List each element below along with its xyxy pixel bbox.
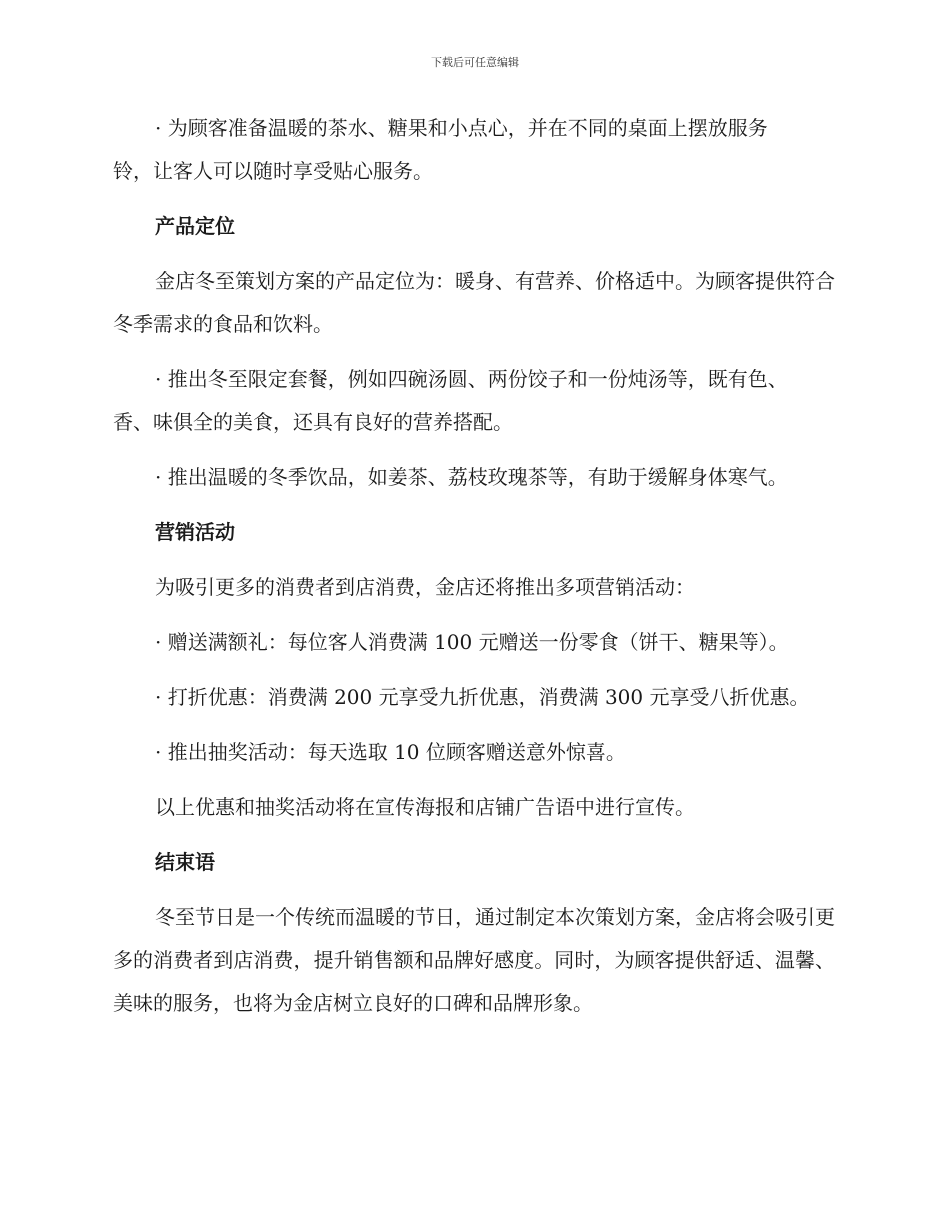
paragraph-conclusion: 冬至节日是一个传统而温暖的节日，通过制定本次策划方案，金店将会吸引更多的消费者到店消费，提升销售额和品牌好感度。同时，为顾客提供舒适、温馨、美味的服务，也将为金店树立良好的口碑和品牌形象。 — [113, 905, 835, 1015]
bullet-limited-set-meal: · 推出冬至限定套餐，例如四碗汤圆、两份饺子和一份炖汤等，既有色、香、味俱全的美食，还具有良好的营养搭配。 — [113, 367, 788, 434]
bullet-lottery: · 推出抽奖活动：每天选取 10 位顾客赠送意外惊喜。 — [155, 740, 626, 764]
section-heading-marketing: 营销活动 — [155, 520, 235, 544]
section-heading-product-positioning: 产品定位 — [155, 214, 235, 238]
bullet-gift-threshold: · 赠送满额礼：每位客人消费满 100 元赠送一份零食（饼干、糖果等）。 — [155, 630, 789, 654]
bullet-service-bell: · 为顾客准备温暖的茶水、糖果和小点心，并在不同的桌面上摆放服务铃，让客人可以随时享受贴心服务。 — [113, 116, 768, 183]
page-header-note: 下载后可任意编辑 — [431, 56, 519, 69]
document-body — [113, 107, 835, 1037]
section-heading-conclusion: 结束语 — [155, 850, 215, 874]
paragraph-product-positioning: 金店冬至策划方案的产品定位为：暖身、有营养、价格适中。为顾客提供符合冬季需求的食品和饮料。 — [113, 269, 835, 336]
paragraph-marketing-intro: 为吸引更多的消费者到店消费，金店还将推出多项营销活动： — [155, 575, 695, 599]
bullet-discount: · 打折优惠：消费满 200 元享受九折优惠，消费满 300 元享受八折优惠。 — [155, 685, 810, 709]
paragraph-promotion-note: 以上优惠和抽奖活动将在宣传海报和店铺广告语中进行宣传。 — [155, 795, 695, 819]
bullet-winter-drinks: · 推出温暖的冬季饮品，如姜茶、荔枝玫瑰茶等，有助于缓解身体寒气。 — [155, 465, 788, 489]
